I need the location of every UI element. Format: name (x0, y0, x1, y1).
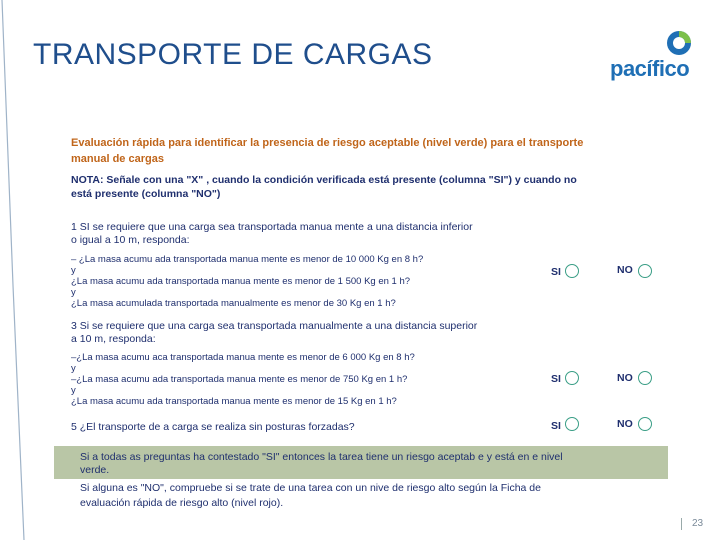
q3-line-6: y (71, 385, 76, 396)
final-line-2: evaluación rápida de riesgo alto (nivel rojo). (80, 497, 284, 509)
nota-line-1: NOTA: Señale con una "X" , cuando la condición verificada está presente (columna "SI") y cuando no (71, 174, 577, 186)
q5-no-label: NO (617, 418, 633, 430)
q1-si-label: SI (551, 266, 561, 278)
q3-no-label: NO (617, 372, 633, 384)
heading-line-2: manual de cargas (71, 153, 164, 165)
pacifico-logo-icon (666, 30, 692, 56)
q3-line-3: –¿La masa acumu aca transportada manua mente es menor de 6 000 Kg en 8 h? (71, 352, 415, 363)
footer-divider (681, 518, 682, 530)
q1-line-7: ¿La masa acumulada transportada manualmente es menor de 30 Kg en 1 h? (71, 298, 396, 309)
q5-si-label: SI (551, 420, 561, 432)
q3-no-option[interactable] (638, 371, 652, 385)
nota-line-2: está presente (columna "NO") (71, 188, 221, 200)
q1-line-6: y (71, 287, 76, 298)
q1-line-1: 1 SI se requiere que una carga sea transportada manua mente a una distancia inferior (71, 221, 473, 233)
q1-si-option[interactable] (565, 264, 579, 278)
q3-line-1: 3 Si se requiere que una carga sea transportada manualmente a una distancia superior (71, 320, 478, 332)
q3-line-2: a 10 m, responda: (71, 333, 156, 345)
q3-line-4: y (71, 363, 76, 374)
q1-no-label: NO (617, 264, 633, 276)
green-line-2: verde. (80, 464, 110, 476)
q1-line-4: y (71, 265, 76, 276)
q3-line-5: –¿La masa acumu ada transportada manua mente es menor de 750 Kg en 1 h? (71, 374, 408, 385)
q5-no-option[interactable] (638, 417, 652, 431)
pacifico-logo-text: pacífico (610, 56, 690, 81)
final-line-1: Si alguna es "NO", compruebe si se trate de una tarea con un nive de riesgo alto según la Ficha de (80, 482, 541, 494)
left-edge-decoration (0, 0, 26, 540)
green-line-1: Si a todas as preguntas ha contestado "SI" entonces la tarea tiene un riesgo aceptab e y está en e nivel (80, 451, 563, 463)
q3-si-label: SI (551, 373, 561, 385)
q3-line-7: ¿La masa acumu ada transportada manua mente es menor de 15 Kg en 1 h? (71, 396, 397, 407)
slide-title: TRANSPORTE DE CARGAS (33, 38, 433, 71)
pacifico-logo (610, 30, 694, 86)
page-number: 23 (692, 518, 704, 529)
q5-line: 5 ¿El transporte de a carga se realiza sin posturas forzadas? (71, 421, 355, 433)
q3-si-option[interactable] (565, 371, 579, 385)
q1-line-5: ¿La masa acumu ada transportada manua mente es menor de 1 500 Kg en 1 h? (71, 276, 411, 287)
q1-no-option[interactable] (638, 264, 652, 278)
heading-line-1: Evaluación rápida para identificar la presencia de riesgo aceptable (nivel verde) para el transporte (71, 137, 584, 149)
q1-line-2: o igual a 10 m, responda: (71, 234, 190, 246)
q5-si-option[interactable] (565, 417, 579, 431)
q1-line-3: – ¿La masa acumu ada transportada manua mente es menor de 10 000 Kg en 8 h? (71, 254, 424, 265)
